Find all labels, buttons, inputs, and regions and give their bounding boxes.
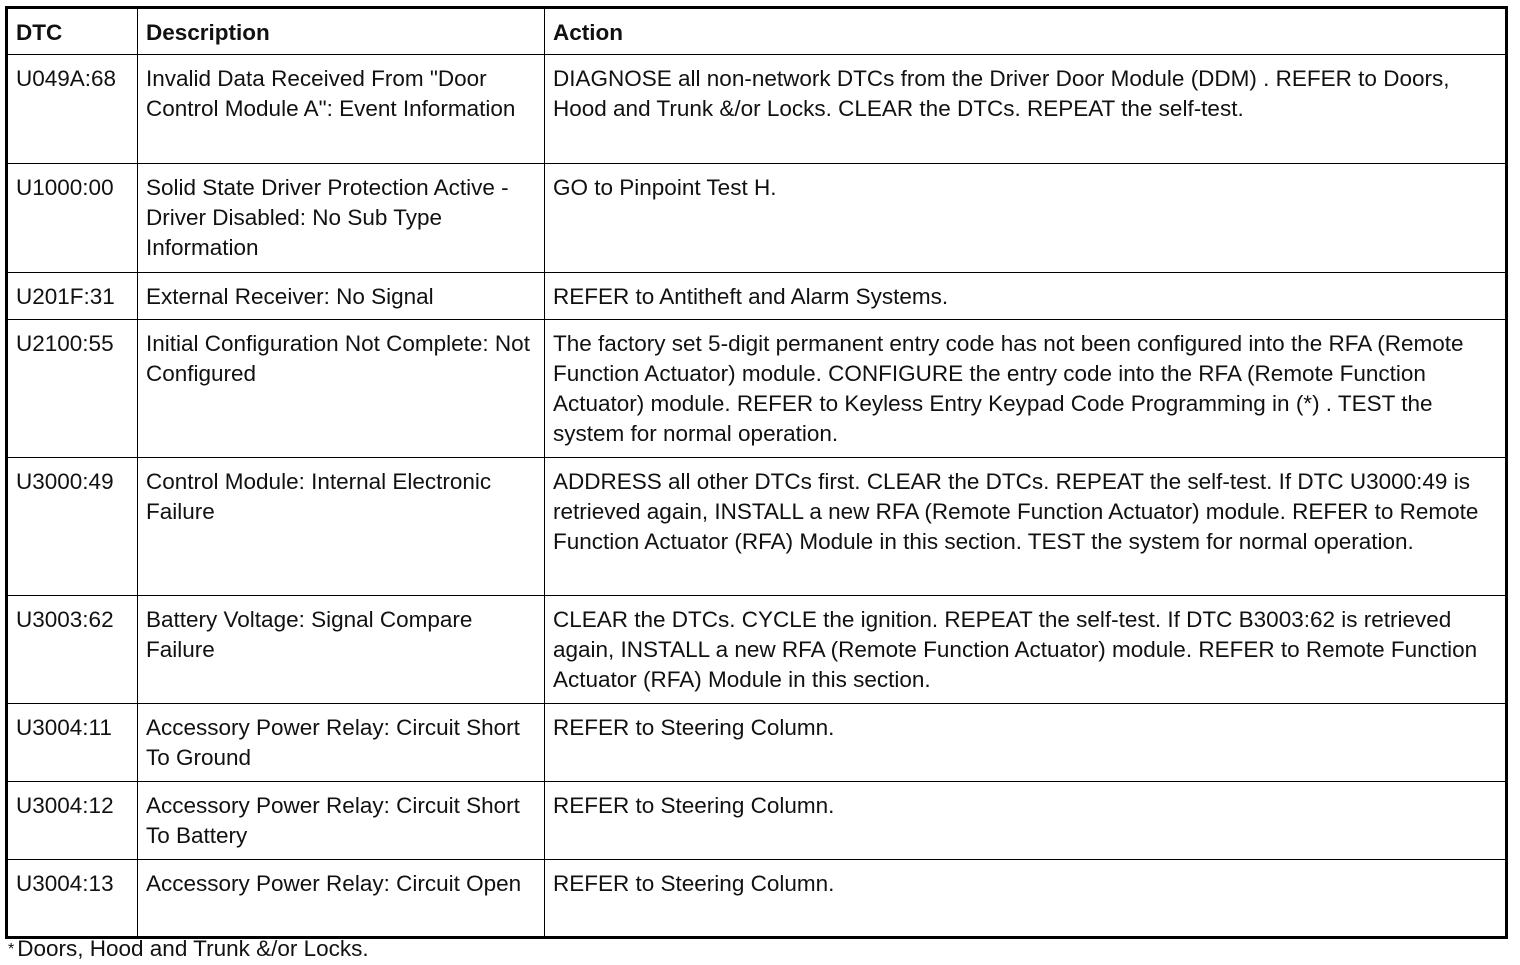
- cell-action: REFER to Steering Column.: [545, 860, 1507, 938]
- table-header-row: [7, 8, 1507, 55]
- cell-description: Accessory Power Relay: Circuit Short To Battery: [138, 782, 545, 860]
- cell-description: Accessory Power Relay: Circuit Open: [138, 860, 545, 938]
- cell-dtc: U2100:55: [7, 320, 138, 458]
- cell-dtc: U3004:11: [7, 704, 138, 782]
- table-row: [7, 782, 1507, 860]
- cell-description: Initial Configuration Not Complete: Not Configured: [138, 320, 545, 458]
- cell-dtc: U1000:00: [7, 164, 138, 273]
- cell-description: Accessory Power Relay: Circuit Short To Ground: [138, 704, 545, 782]
- cell-dtc: U3000:49: [7, 458, 138, 596]
- footnote: [8, 934, 369, 965]
- table-row: [7, 55, 1507, 164]
- table-row: [7, 596, 1507, 704]
- cell-description: Control Module: Internal Electronic Failure: [138, 458, 545, 596]
- cell-description: Battery Voltage: Signal Compare Failure: [138, 596, 545, 704]
- footnote-marker: *: [8, 941, 15, 959]
- table-row: [7, 273, 1507, 320]
- cell-action: DIAGNOSE all non-network DTCs from the Driver Door Module (DDM) . REFER to Doors, Hood and Trunk &/or Locks. CLEAR the DTCs. REPEAT the self-test.: [545, 55, 1507, 164]
- cell-action: GO to Pinpoint Test H.: [545, 164, 1507, 273]
- cell-description: External Receiver: No Signal: [138, 273, 545, 320]
- cell-action: ADDRESS all other DTCs first. CLEAR the DTCs. REPEAT the self-test. If DTC U3000:49 is retrieved again, INSTALL a new RFA (Remote Function Actuator) module. REFER to Remote Function Actuator (RFA) Module in this section. TEST the system for normal operation.: [545, 458, 1507, 596]
- cell-dtc: U049A:68: [7, 55, 138, 164]
- header-dtc: DTC: [7, 8, 138, 55]
- table-row: [7, 458, 1507, 596]
- cell-dtc: U201F:31: [7, 273, 138, 320]
- cell-description: Invalid Data Received From "Door Control Module A": Event Information: [138, 55, 545, 164]
- table-row: [7, 320, 1507, 458]
- cell-action: REFER to Antitheft and Alarm Systems.: [545, 273, 1507, 320]
- cell-action: REFER to Steering Column.: [545, 782, 1507, 860]
- table-row: [7, 860, 1507, 938]
- cell-dtc: U3004:13: [7, 860, 138, 938]
- header-action: Action: [545, 8, 1507, 55]
- table-row: [7, 704, 1507, 782]
- cell-dtc: U3003:62: [7, 596, 138, 704]
- dtc-table: [5, 6, 1508, 939]
- cell-description: Solid State Driver Protection Active -Driver Disabled: No Sub Type Information: [138, 164, 545, 273]
- cell-dtc: U3004:12: [7, 782, 138, 860]
- table-row: [7, 164, 1507, 273]
- cell-action: REFER to Steering Column.: [545, 704, 1507, 782]
- cell-action: CLEAR the DTCs. CYCLE the ignition. REPEAT the self-test. If DTC B3003:62 is retrieved again, INSTALL a new RFA (Remote Function Actuator) module. REFER to Remote Function Actuator (RFA) Module in this section.: [545, 596, 1507, 704]
- cell-action: The factory set 5-digit permanent entry code has not been configured into the RFA (Remote Function Actuator) module. CONFIGURE the entry code into the RFA (Remote Function Actuator) module. REFER to Keyless Entry Keypad Code Programming in (*) . TEST the system for normal operation.: [545, 320, 1507, 458]
- footnote-text: Doors, Hood and Trunk &/or Locks.: [17, 936, 369, 961]
- header-description: Description: [138, 8, 545, 55]
